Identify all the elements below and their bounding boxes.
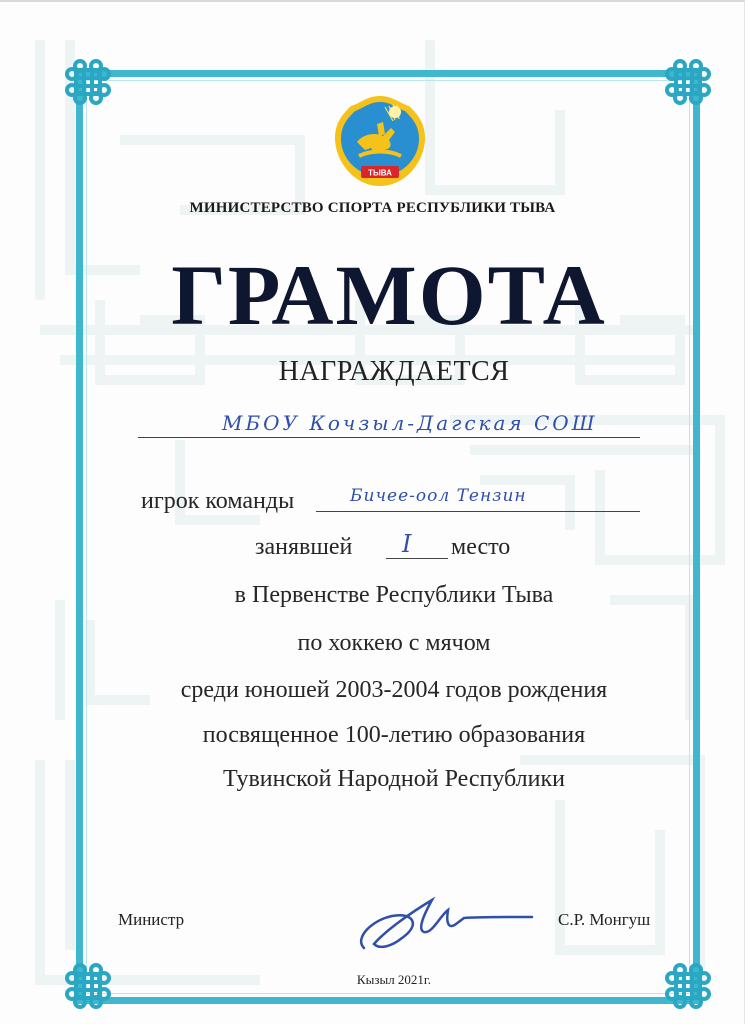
certificate-title: ГРАМОТА: [171, 247, 607, 343]
player-name: Бичее-оол Тензин: [350, 486, 527, 506]
place-label-before: занявшей: [255, 534, 353, 560]
emblem-label: ТЫВА: [368, 168, 392, 178]
signatory-role: Министр: [118, 910, 185, 929]
body-line: среди юношей 2003-2004 годов рождения: [180, 677, 608, 703]
place-value: I: [402, 530, 412, 558]
body-line: в Первенстве Республики Тыва: [234, 582, 554, 608]
endless-knot-icon: [64, 58, 112, 106]
endless-knot-icon: [664, 58, 712, 106]
place-label-after: место: [451, 534, 511, 560]
place-underline: [386, 558, 448, 559]
recipient-school: МБОУ Кочзыл-Дагская СОШ: [222, 411, 598, 435]
signature: [352, 890, 537, 960]
tuva-coat-of-arms-icon: [331, 92, 429, 190]
awarded-label: НАГРАЖДАЕТСЯ: [278, 356, 510, 387]
ministry-name: МИНИСТЕРСТВО СПОРТА РЕСПУБЛИКИ ТЫВА: [189, 200, 556, 216]
player-underline: [316, 511, 640, 512]
body-line: посвященное 100-летию образования: [202, 722, 586, 748]
certificate-inner-border: [86, 80, 690, 994]
player-label: игрок команды: [141, 488, 295, 514]
signatory-name: С.Р. Монгуш: [558, 910, 651, 929]
body-line: по хоккею с мячом: [297, 630, 491, 656]
body-line: Тувинской Народной Республики: [222, 766, 565, 792]
recipient-underline: [138, 437, 640, 438]
place-and-year: Кызыл 2021г.: [356, 972, 432, 987]
